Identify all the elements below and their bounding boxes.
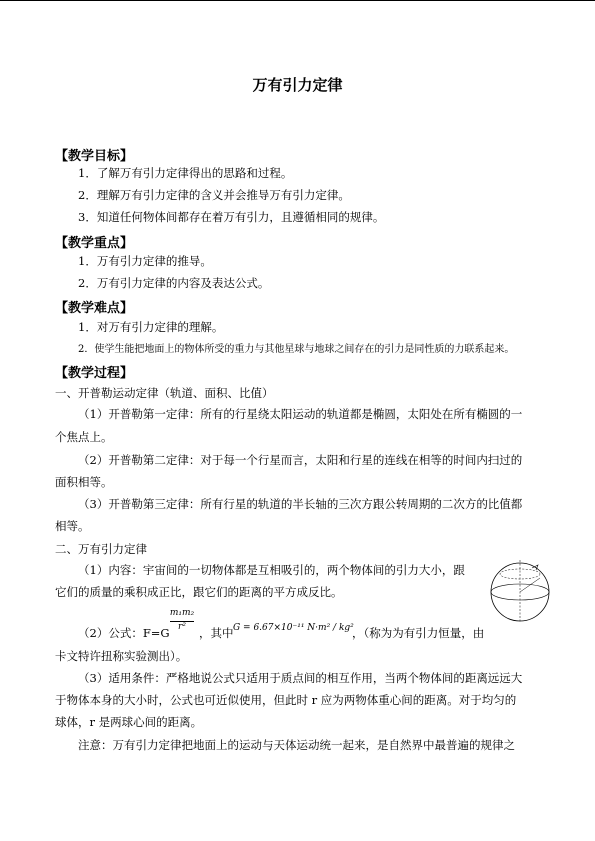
kepler-law3-line2: 相等。 xyxy=(55,519,90,533)
formula-denominator: r² xyxy=(178,622,186,632)
formula-prefix: （2）公式：F=G xyxy=(78,626,170,640)
kepler-law2-line1: （2）开普勒第二定律：对于每一个行星而言，太阳和行星的连线在相等的时间内扫过的 xyxy=(78,453,523,467)
earth-globe-figure xyxy=(486,556,554,624)
key-point-item-1: 1．万有引力定律的推导。 xyxy=(78,254,212,268)
kepler-law2-line2: 面积相等。 xyxy=(55,475,113,489)
section-heading-difficulties: 【教学难点】 xyxy=(55,301,134,316)
part1-heading: 一、开普勒运动定律（轨道、面积、比值） xyxy=(55,386,274,400)
conditions-line1: （3）适用条件：严格地说公式只适用于质点间的相互作用，当两个物体间的距离远远大 xyxy=(78,671,523,685)
goal-item-1: 1．了解万有引力定律得出的思路和过程。 xyxy=(78,166,293,180)
kepler-law3-line1: （3）开普勒第三定律：所有行星的轨道的半长轴的三次方跟公转周期的二次方的比值都 xyxy=(78,497,523,511)
section-heading-key-points: 【教学重点】 xyxy=(55,236,134,251)
formula-suffix: ，（称为为有引力恒量，由 xyxy=(352,626,485,640)
note-line: 注意：万有引力定律把地面上的运动与天体运动统一起来，是自然界中最普遍的规律之 xyxy=(78,738,515,752)
page-title: 万有引力定律 xyxy=(252,76,343,94)
formula-mid: ，其中 xyxy=(199,626,234,640)
goal-item-2: 2．理解万有引力定律的含义并会推导万有引力定律。 xyxy=(78,188,350,202)
kepler-law1-line1: （1）开普勒第一定律：所有的行星绕太阳运动的轨道都是椭圆，太阳处在所有椭圆的一 xyxy=(78,407,523,421)
difficulty-item-2: 2．使学生能把地面上的物体所受的重力与其他星球与地球之间存在的引力是同性质的力联系起来。 xyxy=(78,344,515,355)
formula-fraction xyxy=(167,608,197,638)
section-heading-process: 【教学过程】 xyxy=(55,366,134,381)
gravity-content-line1: （1）内容：宇宙间的一切物体都是互相吸引的，两个物体间的引力大小，跟 xyxy=(78,563,465,577)
gravity-content-line2: 它们的质量的乘积成正比，跟它们的距离的平方成反比。 xyxy=(55,585,343,599)
page-top-rule xyxy=(0,0,595,1)
goal-item-3: 3．知道任何物体间都存在着万有引力，且遵循相同的规律。 xyxy=(78,210,385,224)
formula-numerator: m₁m₂ xyxy=(169,608,195,618)
key-point-item-2: 2．万有引力定律的内容及表达公式。 xyxy=(78,276,270,290)
formula-line2: 卡文特许扭称实验测出）。 xyxy=(55,649,188,663)
part2-heading: 二、万有引力定律 xyxy=(55,542,147,556)
conditions-line3: 球体，r 是两球心间的距离。 xyxy=(55,715,203,729)
kepler-law1-line2: 个焦点上。 xyxy=(55,430,113,444)
gravitational-constant: G = 6.67×10⁻¹¹ N·m² / kg² xyxy=(233,623,354,633)
conditions-line2: 于物体本身的大小时，公式也可近似使用，但此时 r 应为两物体重心间的距离。对于均匀的 xyxy=(55,693,517,707)
difficulty-item-1: 1．对万有引力定律的理解。 xyxy=(78,320,224,334)
section-heading-goals: 【教学目标】 xyxy=(55,149,134,164)
